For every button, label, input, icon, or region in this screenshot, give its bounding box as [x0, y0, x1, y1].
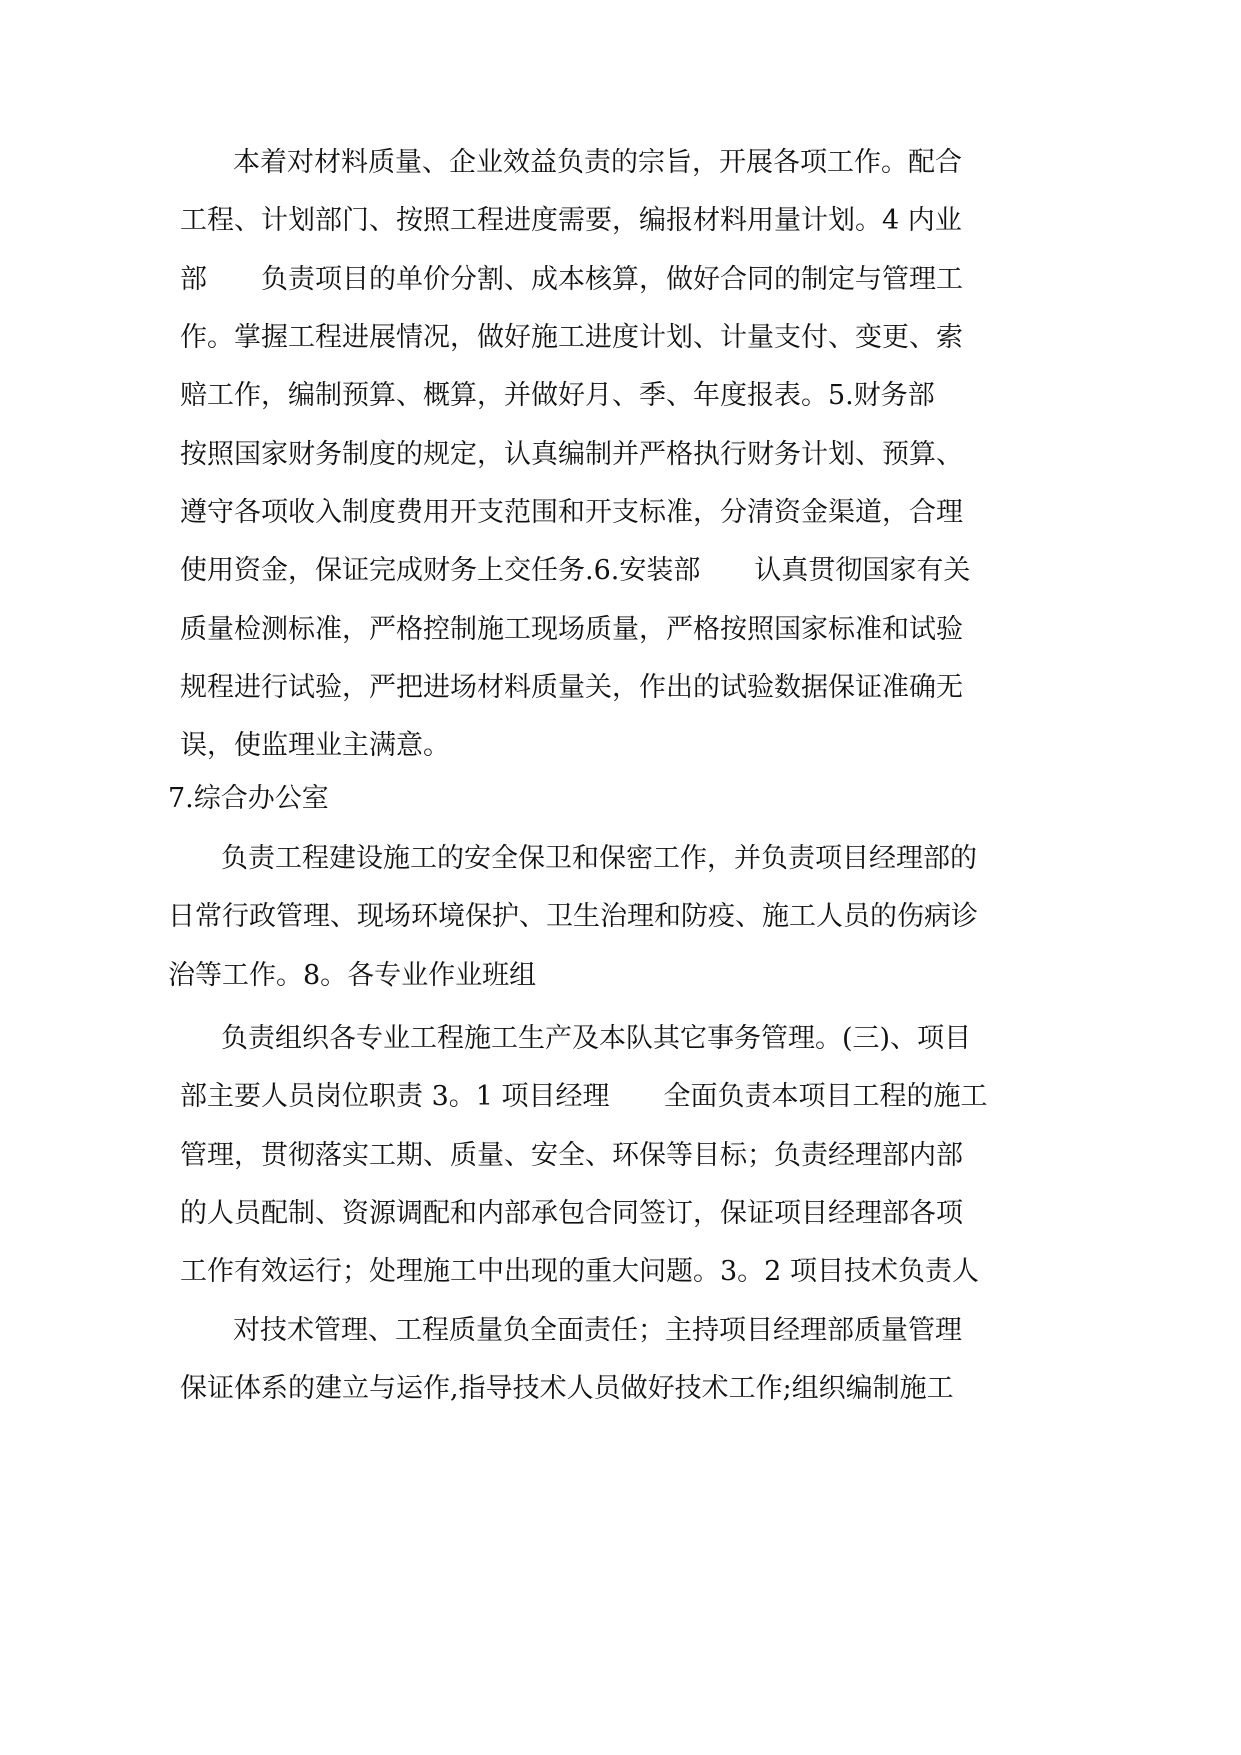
text-line-22: 保证体系的建立与运作,指导技术人员做好技术工作;组织编制施工: [180, 1373, 954, 1404]
text-line-1: 本着对材料质量、企业效益负责的宗旨，开展各项工作。配合: [233, 147, 962, 178]
text-line-17: 部主要人员岗位职责 3。1 项目经理 全面负责本项目工程的施工: [180, 1081, 988, 1112]
text-line-7: 遵守各项收入制度费用开支范围和开支标准，分清资金渠道，合理: [180, 497, 963, 528]
text-line-14: 日常行政管理、现场环境保护、卫生治理和防疫、施工人员的伤病诊: [168, 901, 978, 932]
text-line-13: 负责工程建设施工的安全保卫和保密工作，并负责项目经理部的: [221, 843, 977, 874]
text-line-2: 工程、计划部门、按照工程进度需要，编报材料用量计划。4 内业: [180, 205, 962, 236]
text-line-9: 质量检测标准，严格控制施工现场质量，严格按照国家标准和试验: [180, 614, 963, 645]
text-line-21: 对技术管理、工程质量负全面责任；主持项目经理部质量管理: [233, 1315, 962, 1346]
text-line-3: 部 负责项目的单价分割、成本核算，做好合同的制定与管理工: [180, 264, 963, 295]
text-line-6: 按照国家财务制度的规定，认真编制并严格执行财务计划、预算、: [180, 439, 963, 470]
text-line-4: 作。掌握工程进展情况，做好施工进度计划、计量支付、变更、索: [180, 322, 963, 353]
text-line-8: 使用资金，保证完成财务上交任务.6.安装部 认真贯彻国家有关: [180, 555, 971, 586]
text-line-10: 规程进行试验，严把进场材料质量关，作出的试验数据保证准确无: [180, 672, 963, 703]
text-line-11: 误，使监理业主满意。: [180, 730, 450, 761]
text-line-20: 工作有效运行；处理施工中出现的重大问题。3。2 项目技术负责人: [180, 1256, 979, 1287]
text-line-15: 治等工作。8。各专业作业班组: [168, 960, 537, 991]
text-line-5: 赔工作，编制预算、概算，并做好月、季、年度报表。5.财务部: [180, 380, 935, 411]
text-line-18: 管理，贯彻落实工期、质量、安全、环保等目标；负责经理部内部: [180, 1140, 963, 1171]
text-line-16: 负责组织各专业工程施工生产及本队其它事务管理。(三)、项目: [221, 1023, 972, 1054]
section-heading-office: 7.综合办公室: [168, 783, 329, 814]
text-line-19: 的人员配制、资源调配和内部承包合同签订，保证项目经理部各项: [180, 1198, 963, 1229]
